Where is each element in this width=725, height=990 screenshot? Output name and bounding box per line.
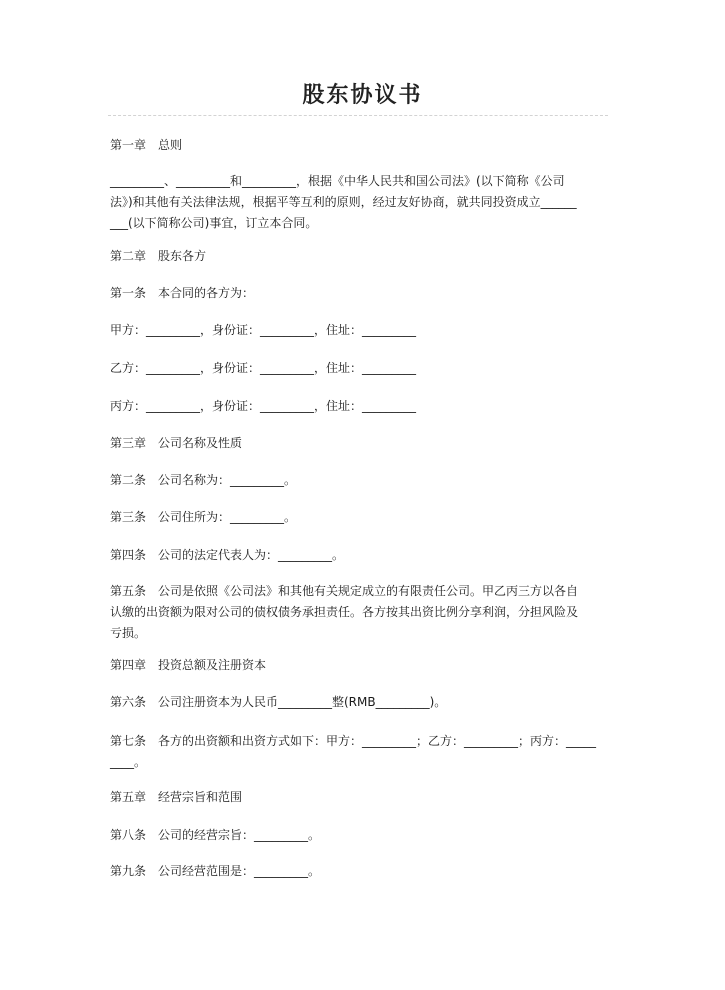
chapter-1-paragraph-line: _________、_________和_________，根据《中华人民共和国公司法》(以下简称《公司 — [110, 174, 565, 188]
article-3: 第三条 公司住所为：_________。 — [110, 510, 297, 524]
title-divider — [108, 115, 608, 116]
article-7-line: 第七条 各方的出资额和出资方式如下：甲方：_________；乙方：_________；丙方：_____ — [110, 734, 597, 748]
article-6: 第六条 公司注册资本为人民币_________整(RMB_________)。 — [110, 695, 447, 709]
chapter-5-heading: 第五章 经营宗旨和范围 — [110, 790, 243, 804]
article-1: 第一条 本合同的各方为： — [110, 286, 255, 300]
chapter-4-heading: 第四章 投资总额及注册资本 — [110, 658, 267, 672]
article-5-line: 亏损。 — [110, 626, 147, 640]
article-7-line: ____。 — [110, 755, 147, 769]
document-title: 股东协议书 — [302, 82, 423, 108]
article-8: 第八条 公司的经营宗旨：_________。 — [110, 828, 321, 842]
chapter-1-paragraph-line: ___(以下简称公司)事宜，订立本合同。 — [110, 216, 318, 230]
article-2: 第二条 公司名称为：_________。 — [110, 473, 297, 487]
chapter-1-paragraph-line: 法》)和其他有关法律法规，根据平等互利的原则，经过友好协商，就共同投资成立______ — [110, 195, 577, 209]
party-c-line: 丙方：_________，身份证：_________，住址：_________ — [110, 399, 417, 413]
article-9: 第九条 公司经营范围是：_________。 — [110, 864, 321, 878]
chapter-1-heading: 第一章 总则 — [110, 138, 183, 152]
chapter-1-paragraph — [110, 171, 630, 234]
article-5-line: 认缴的出资额为限对公司的债权债务承担责任。各方按其出资比例分享利润，分担风险及 — [110, 605, 579, 619]
party-b-line: 乙方：_________，身份证：_________，住址：_________ — [110, 361, 417, 375]
chapter-2-heading: 第二章 股东各方 — [110, 249, 207, 263]
article-5-line: 第五条 公司是依照《公司法》和其他有关规定成立的有限责任公司。甲乙丙三方以各自 — [110, 584, 579, 598]
article-4: 第四条 公司的法定代表人为：_________。 — [110, 548, 345, 562]
article-5 — [110, 581, 630, 644]
party-a-line: 甲方：_________，身份证：_________，住址：_________ — [110, 323, 417, 337]
article-7 — [110, 731, 630, 773]
chapter-3-heading: 第三章 公司名称及性质 — [110, 436, 243, 450]
